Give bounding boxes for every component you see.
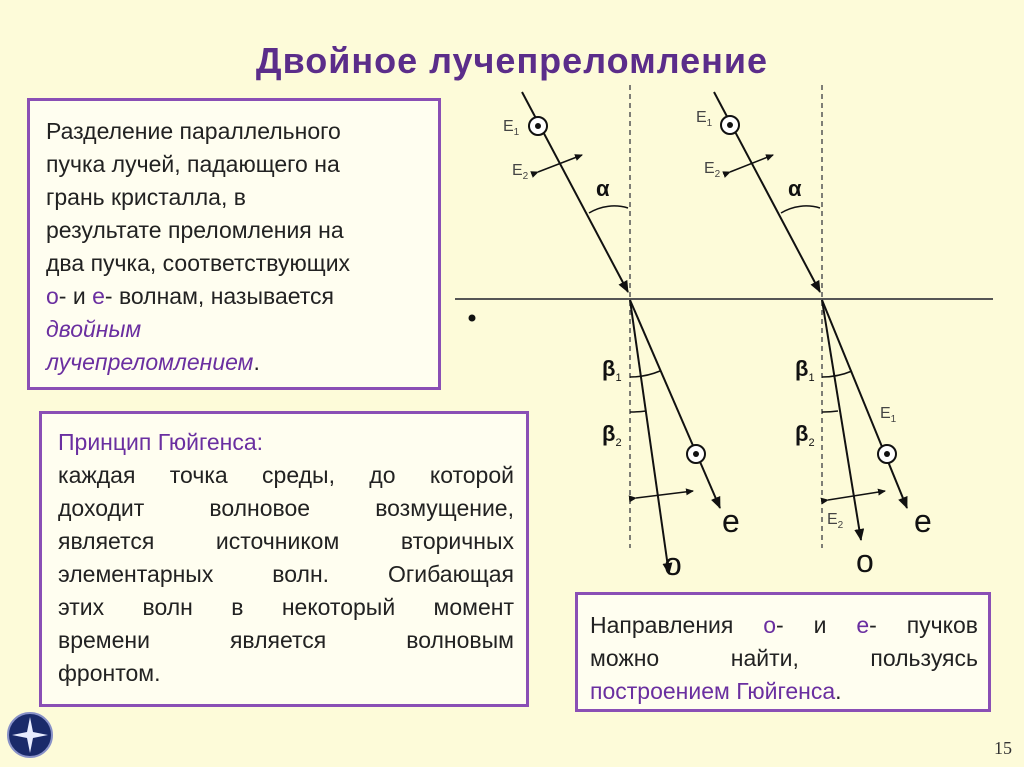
label-alpha: α [788, 176, 802, 201]
term-line: двойным [46, 316, 142, 342]
e-wave-label: е [92, 283, 105, 309]
beta1-arc [630, 371, 660, 377]
huygens-construction-link: построением Гюйгенса [590, 678, 836, 704]
label-beta2: $\beta_2$ [602, 421, 622, 449]
term-end: . [253, 349, 260, 375]
definition-line: грань кристалла, в [46, 184, 246, 210]
label-beta1: $\beta_1$ [795, 356, 815, 384]
definition-text: - и [58, 283, 93, 309]
huygens-line: является источником вторичных [58, 528, 514, 554]
definition-line: результате преломления на [46, 217, 344, 243]
o-ray-polarization-dot [884, 451, 890, 457]
definition-line: пучка лучей, падающего на [46, 151, 340, 177]
huygens-line: элементарных волн. Огибающая [58, 561, 514, 587]
label-e-ray: e [914, 503, 932, 539]
e-ray-polarization-dot [693, 451, 699, 457]
label-e-ray: e [722, 503, 740, 539]
label-beta1: $\beta_1$ [602, 356, 622, 384]
directions-text: Направления [590, 612, 764, 638]
dot-marker [469, 315, 476, 322]
definition-line: два пучка, соответствующих [46, 250, 351, 276]
label-alpha: α [596, 176, 610, 201]
huygens-line: фронтом. [58, 660, 161, 686]
e2-polarization-arrow [538, 155, 582, 172]
o-wave-label: о [46, 283, 59, 309]
e1-polarization-dot [535, 123, 541, 129]
label-E1: $E_1$ [503, 118, 520, 138]
alpha-arc [781, 206, 820, 213]
huygens-heading: Принцип Гюйгенса: [58, 429, 264, 455]
label-E2: $E_2$ [512, 162, 529, 182]
huygens-line: этих волн в некоторый момент [58, 594, 514, 620]
label-E1: $E_1$ [880, 405, 897, 425]
label-E2: $E_2$ [827, 511, 844, 531]
beta2-arc [822, 411, 838, 412]
label-E2: $E_2$ [704, 160, 721, 180]
directions-text: - пучков [869, 612, 978, 638]
beta2-arc [630, 411, 646, 412]
e-ray-right [822, 300, 907, 508]
label-E1: $E_1$ [696, 109, 713, 129]
e2-polarization-arrow [730, 155, 773, 172]
alpha-arc [589, 206, 628, 213]
label-o-ray: o [664, 546, 682, 582]
definition-text: - волнам, называется [104, 283, 335, 309]
page-number: 15 [994, 738, 1012, 758]
label-o-ray: o [856, 543, 874, 579]
o-beam-label: о [763, 612, 777, 638]
definition-line: Разделение параллельного [46, 118, 341, 144]
o-ray-polarization-arrow [636, 491, 693, 498]
directions-text: - и [776, 612, 857, 638]
o-ray-right [822, 300, 861, 540]
huygens-line: времени является волновым [58, 627, 514, 653]
huygens-line: каждая точка среды, до которой [58, 462, 514, 488]
directions-line: можно найти, пользуясь [590, 645, 978, 671]
presentation-logo [6, 711, 54, 759]
label-beta2: $\beta_2$ [795, 421, 815, 449]
e-ray-polarization-arrow [828, 491, 885, 500]
e1-polarization-dot [727, 122, 733, 128]
term-text: лучепреломлением [46, 349, 254, 375]
beta1-arc [822, 371, 852, 377]
o-ray-left [630, 300, 669, 574]
slide-title: Двойное лучепреломление [255, 40, 769, 81]
e-beam-label: е [856, 612, 870, 638]
e-ray-left [630, 300, 720, 508]
directions-end: . [835, 678, 842, 704]
huygens-line: доходит волновое возмущение, [58, 495, 514, 521]
